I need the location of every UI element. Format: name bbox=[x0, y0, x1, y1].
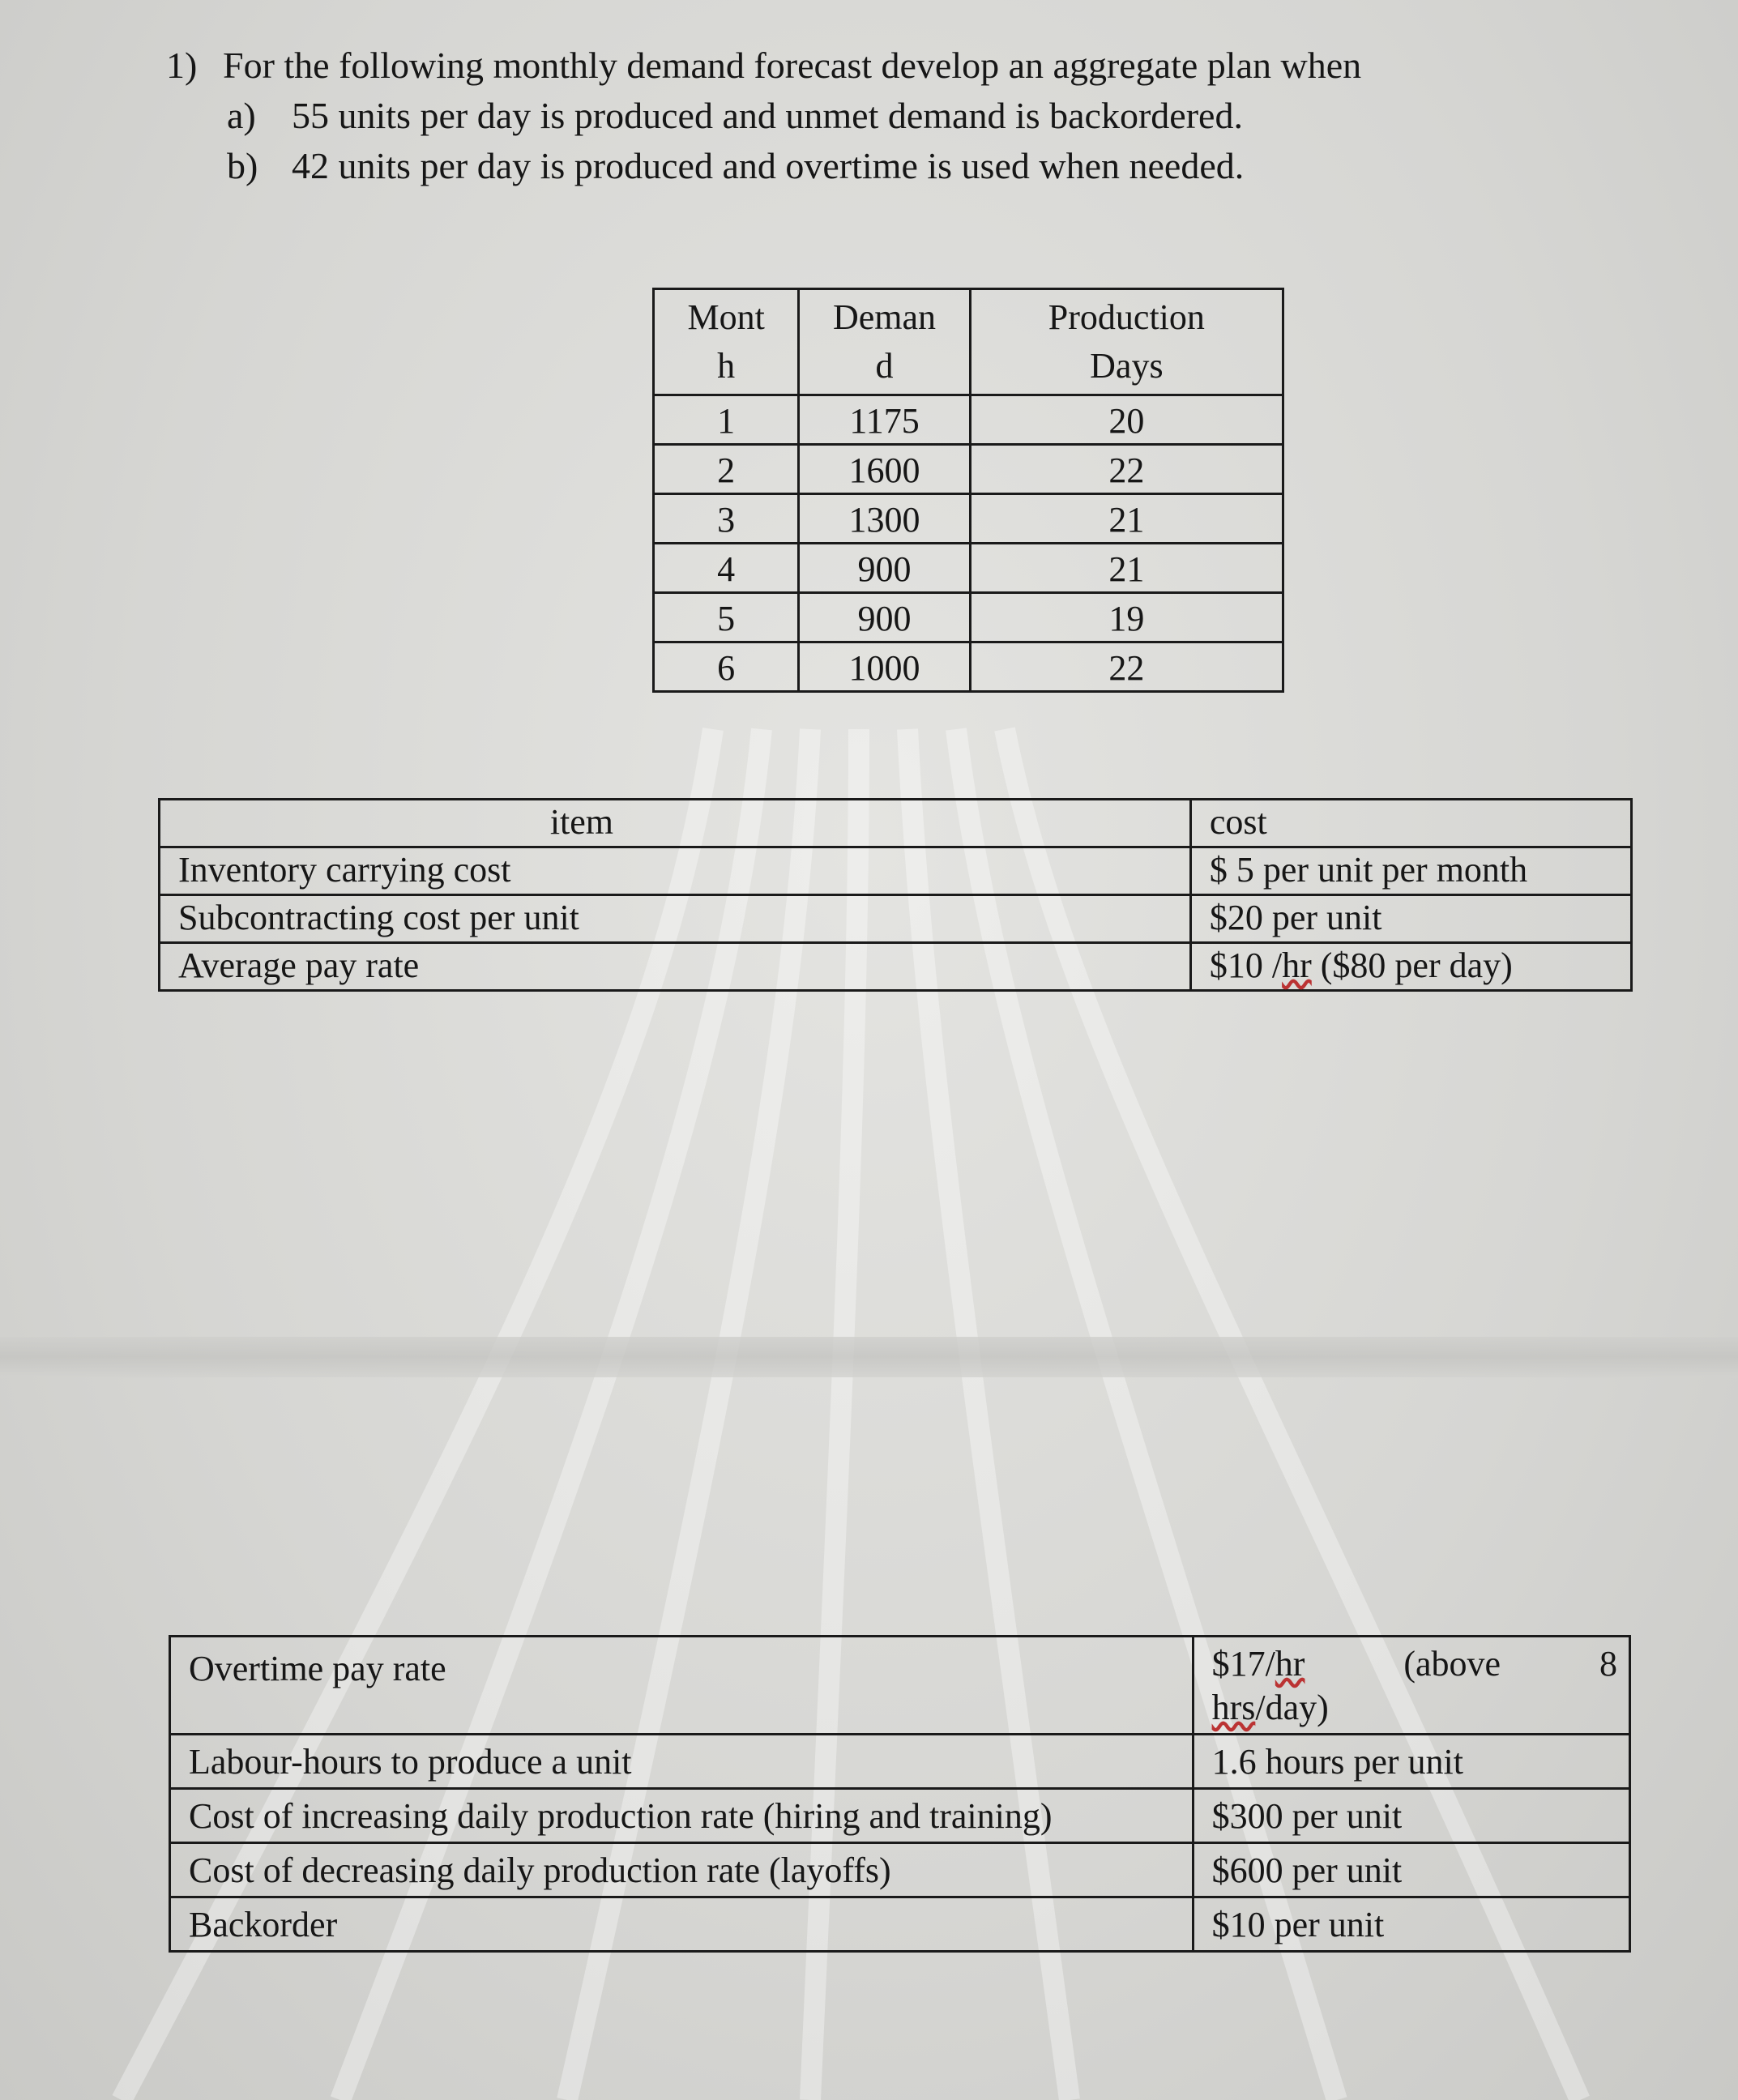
cell-item: Backorder bbox=[170, 1897, 1194, 1952]
question-text: For the following monthly demand forecast develop an aggregate plan when bbox=[223, 45, 1362, 86]
table-header-row bbox=[654, 289, 1283, 395]
header-demand bbox=[799, 289, 970, 395]
cell-item: Cost of decreasing daily production rate (layoffs) bbox=[170, 1843, 1194, 1897]
cell-month: 1 bbox=[654, 395, 799, 445]
cell-cost bbox=[1193, 1637, 1629, 1735]
question-part-a bbox=[166, 91, 1361, 141]
header-text: h bbox=[717, 346, 736, 386]
cell-cost: $300 per unit bbox=[1193, 1789, 1629, 1843]
question-stem bbox=[166, 41, 1361, 91]
cost-text: 8 bbox=[1599, 1644, 1617, 1684]
part-label: b) bbox=[227, 145, 258, 186]
table-row bbox=[654, 395, 1283, 445]
cost-text: $10 / bbox=[1209, 945, 1283, 985]
cell-cost: $600 per unit bbox=[1193, 1843, 1629, 1897]
header-production-days bbox=[970, 289, 1283, 395]
header-item: item bbox=[160, 800, 1191, 847]
page-fold-band bbox=[0, 1337, 1738, 1377]
cell-demand: 1600 bbox=[799, 445, 970, 494]
cell-days: 22 bbox=[970, 642, 1283, 692]
table-row bbox=[654, 445, 1283, 494]
table-row bbox=[654, 593, 1283, 642]
cell-cost: 1.6 hours per unit bbox=[1193, 1735, 1629, 1789]
table-row bbox=[654, 544, 1283, 593]
cell-days: 22 bbox=[970, 445, 1283, 494]
table-row bbox=[170, 1637, 1630, 1735]
cell-item: Labour-hours to produce a unit bbox=[170, 1735, 1194, 1789]
table-row bbox=[170, 1735, 1630, 1789]
cost-text bbox=[1212, 1642, 1305, 1686]
cell-days: 21 bbox=[970, 544, 1283, 593]
cell-demand: 1000 bbox=[799, 642, 970, 692]
header-text: Production bbox=[1048, 297, 1205, 337]
part-label: a) bbox=[227, 95, 256, 136]
spellcheck-word: hr bbox=[1282, 945, 1312, 985]
cell-days: 19 bbox=[970, 593, 1283, 642]
cost-table-1 bbox=[158, 798, 1633, 992]
spellcheck-word: hr bbox=[1275, 1644, 1305, 1684]
cell-month: 4 bbox=[654, 544, 799, 593]
cell-item: Cost of increasing daily production rate (hiring and training) bbox=[170, 1789, 1194, 1843]
header-text: d bbox=[875, 346, 894, 386]
cost-text: /day) bbox=[1255, 1688, 1329, 1727]
table-row bbox=[160, 943, 1632, 991]
cell-item: Subcontracting cost per unit bbox=[160, 895, 1191, 943]
table-row bbox=[160, 847, 1632, 895]
table-row bbox=[654, 642, 1283, 692]
demand-forecast-table bbox=[652, 288, 1284, 693]
cell-days: 21 bbox=[970, 494, 1283, 544]
cost-text: ($80 per day) bbox=[1311, 945, 1513, 985]
table-row bbox=[654, 494, 1283, 544]
part-text: 55 units per day is produced and unmet demand is backordered. bbox=[292, 95, 1243, 136]
header-month bbox=[654, 289, 799, 395]
cell-demand: 900 bbox=[799, 593, 970, 642]
cost-text-a: $17/ bbox=[1211, 1644, 1275, 1684]
header-text: Mont bbox=[687, 297, 765, 337]
header-text: Deman bbox=[833, 297, 937, 337]
cell-month: 3 bbox=[654, 494, 799, 544]
cell-demand: 900 bbox=[799, 544, 970, 593]
cell-demand: 1300 bbox=[799, 494, 970, 544]
cell-month: 6 bbox=[654, 642, 799, 692]
spellcheck-word: hrs bbox=[1211, 1688, 1256, 1727]
table-header-row bbox=[160, 800, 1632, 847]
table-row bbox=[170, 1897, 1630, 1952]
overtime-cost-line1 bbox=[1212, 1642, 1621, 1686]
cell-item: Inventory carrying cost bbox=[160, 847, 1191, 895]
cell-month: 2 bbox=[654, 445, 799, 494]
part-text: 42 units per day is produced and overtime is used when needed. bbox=[292, 145, 1245, 186]
cell-cost: $20 per unit bbox=[1190, 895, 1631, 943]
question-block bbox=[166, 41, 1361, 191]
cost-table-2 bbox=[169, 1635, 1631, 1953]
question-number: 1) bbox=[166, 45, 198, 86]
table-row bbox=[170, 1789, 1630, 1843]
cell-demand: 1175 bbox=[799, 395, 970, 445]
overtime-cost-line2 bbox=[1212, 1686, 1621, 1730]
cell-cost bbox=[1190, 943, 1631, 991]
question-part-b bbox=[166, 141, 1361, 191]
cell-days: 20 bbox=[970, 395, 1283, 445]
cell-month: 5 bbox=[654, 593, 799, 642]
cell-item: Average pay rate bbox=[160, 943, 1191, 991]
table-row bbox=[160, 895, 1632, 943]
header-text: Days bbox=[1090, 346, 1164, 386]
header-cost: cost bbox=[1190, 800, 1631, 847]
cell-cost: $10 per unit bbox=[1193, 1897, 1629, 1952]
cell-item: Overtime pay rate bbox=[170, 1637, 1194, 1735]
cost-text: (above bbox=[1403, 1644, 1501, 1684]
cell-cost: $ 5 per unit per month bbox=[1190, 847, 1631, 895]
table-row bbox=[170, 1843, 1630, 1897]
